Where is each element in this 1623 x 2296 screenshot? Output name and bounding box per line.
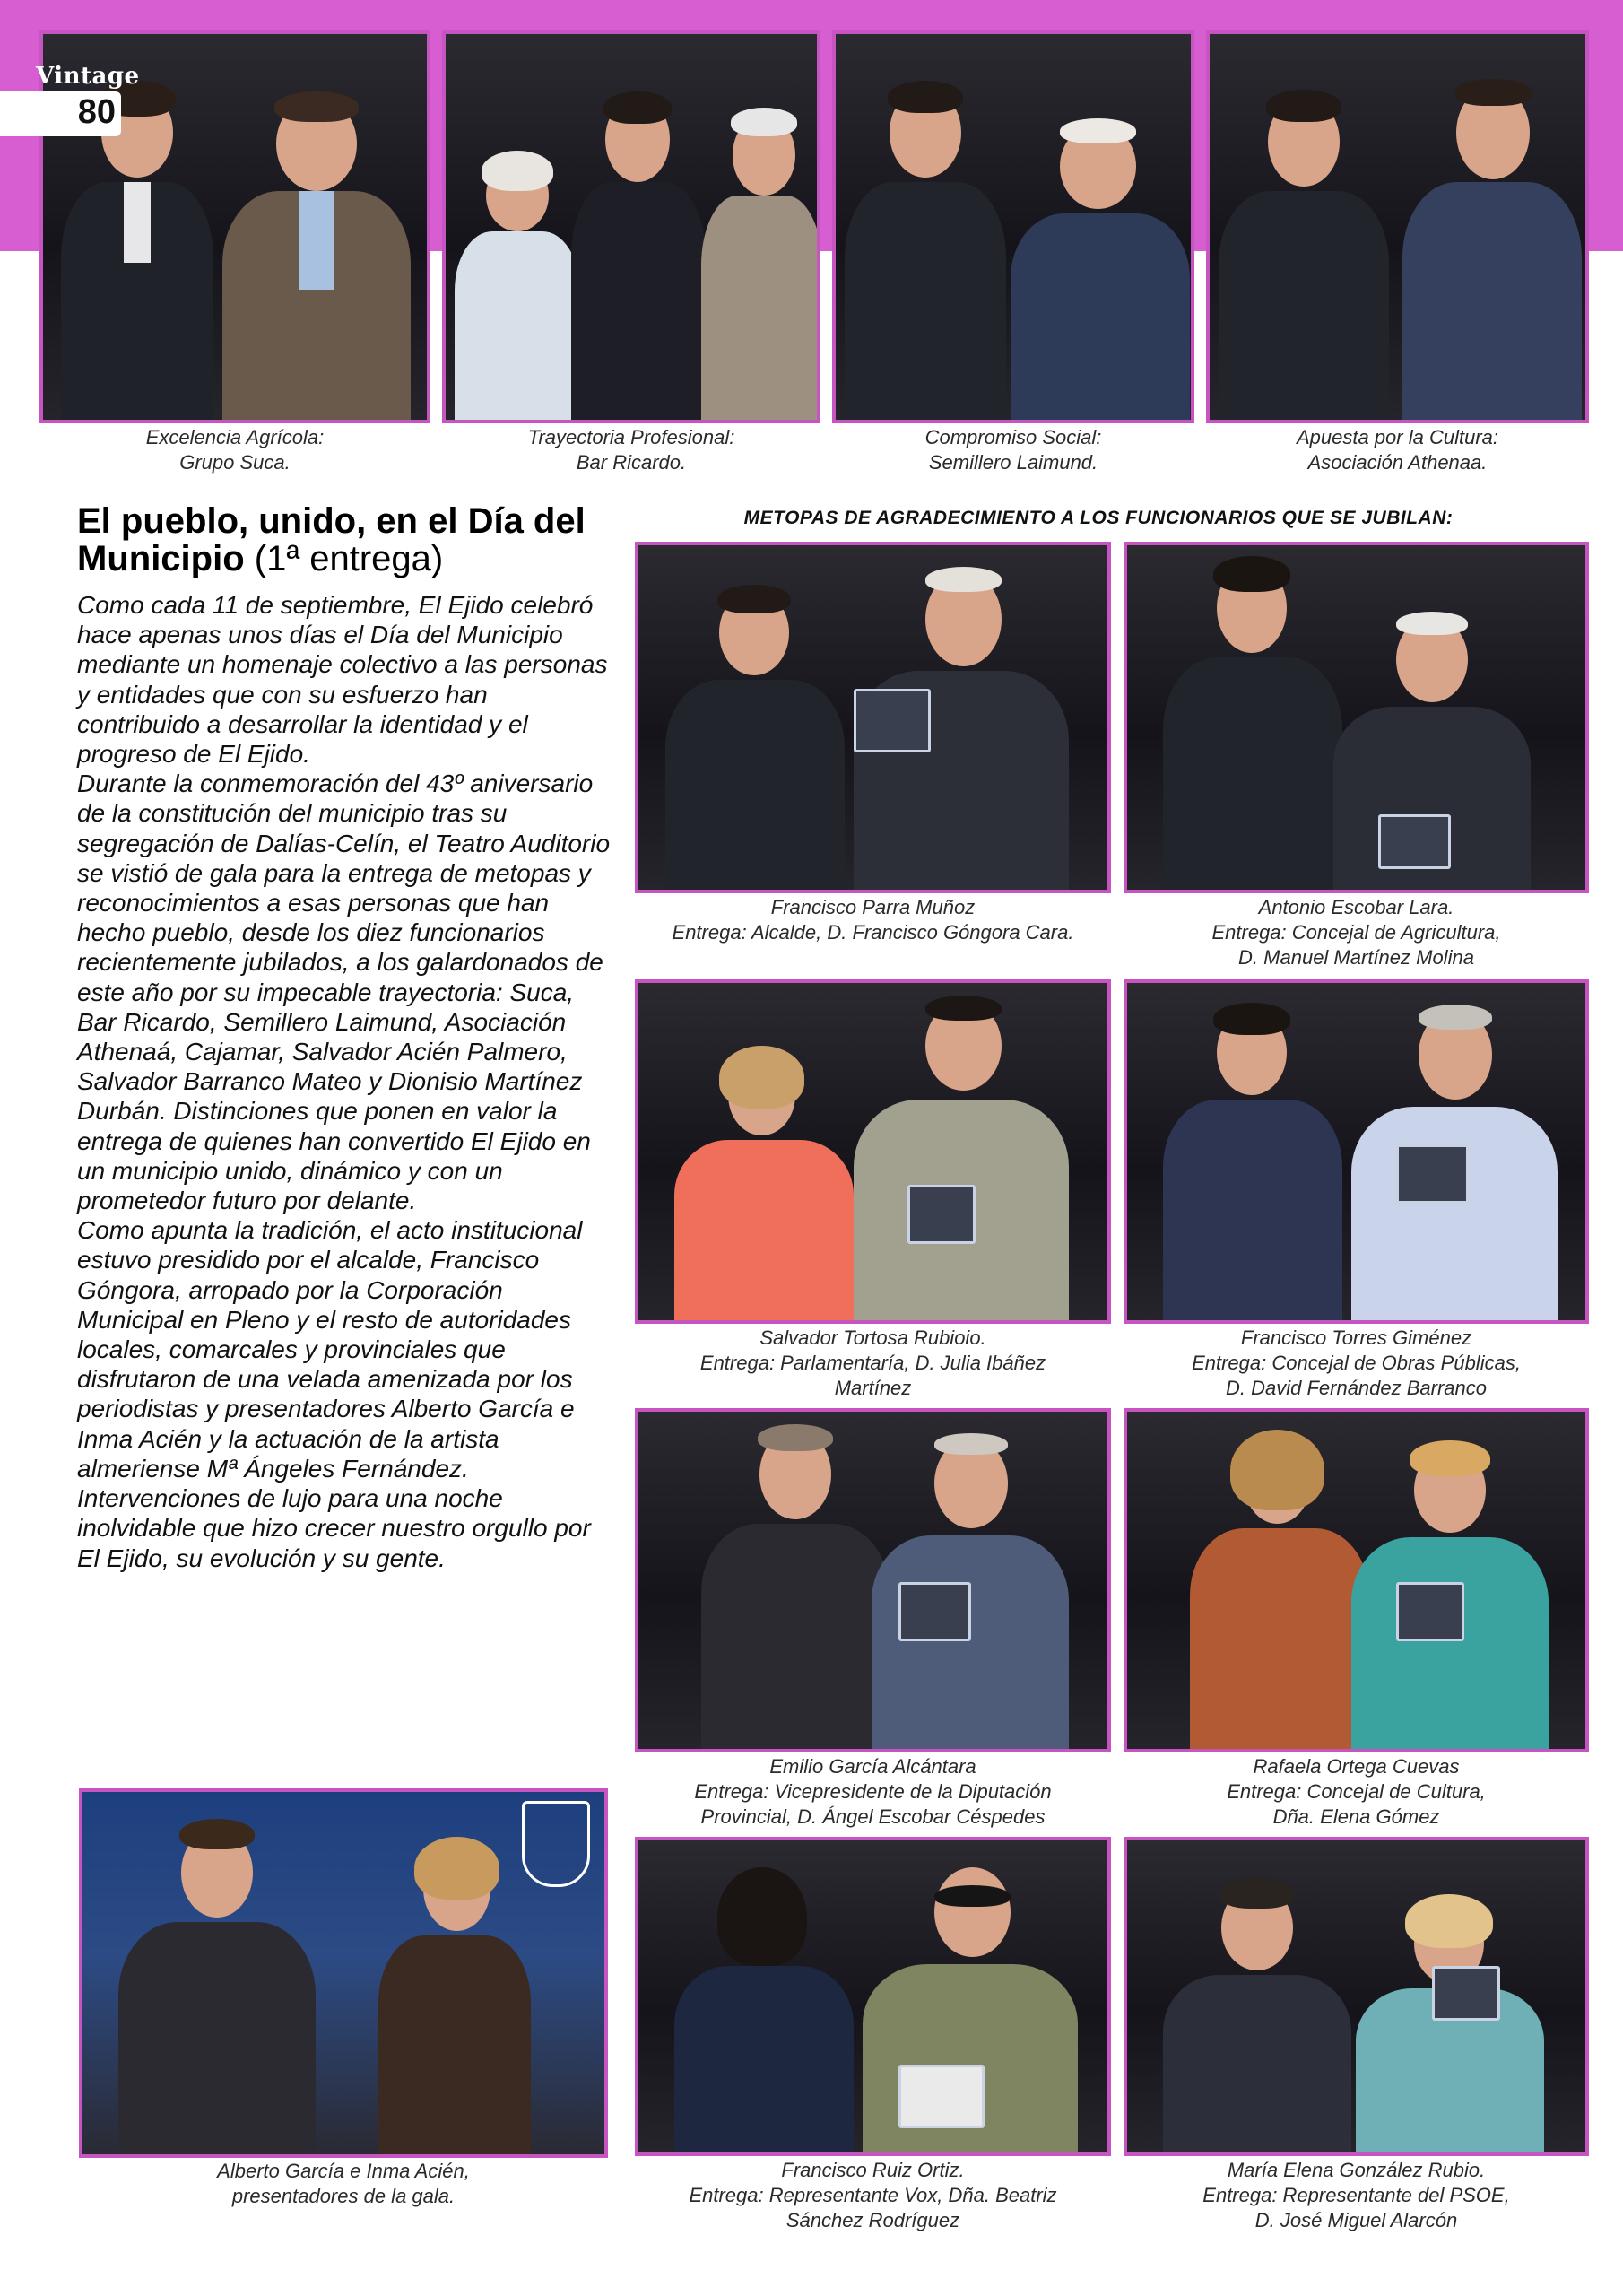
caption-semillero-laimund: Compromiso Social: Semillero Laimund. [924, 426, 1102, 474]
photo-metopa-1 [635, 542, 1111, 893]
photo-metopa-5 [635, 1408, 1111, 1752]
photo-asociacion-athenaa [1206, 30, 1589, 423]
photo-presenters [79, 1788, 608, 2158]
photo-metopa-3 [635, 979, 1111, 1324]
caption-asociacion-athenaa: Apuesta por la Cultura: Asociación Athenaa. [1296, 426, 1499, 474]
caption-metopa-1: Francisco Parra Muñoz Entrega: Alcalde, D. Francisco Góngora Cara. [672, 896, 1074, 944]
caption-metopa-2: Antonio Escobar Lara. Entrega: Concejal de Agricultura, D. Manuel Martínez Molina [1211, 896, 1501, 969]
caption-metopa-7: Francisco Ruiz Ortiz. Entrega: Representante Vox, Dña. Beatriz Sánchez Rodríguez [689, 2159, 1057, 2231]
photo-bar-ricardo [442, 30, 820, 423]
photo-metopa-7 [635, 1837, 1111, 2156]
photo-metopa-4 [1124, 979, 1589, 1324]
caption-presenters: Alberto García e Inma Acién, presentadores de la gala. [217, 2160, 470, 2207]
caption-metopa-8: María Elena González Rubio. Entrega: Representante del PSOE, D. José Miguel Alarcón [1202, 2159, 1510, 2231]
metopas-heading: METOPAS DE AGRADECIMIENTO A LOS FUNCIONARIOS QUE SE JUBILAN: [743, 508, 1454, 528]
section-label: Vintage [36, 63, 140, 90]
article-body [77, 590, 615, 1573]
caption-bar-ricardo: Trayectoria Profesional: Bar Ricardo. [527, 426, 735, 474]
article-paragraph: Como apunta la tradición, el acto institucional estuvo presidido por el alcalde, Francisco Góngora, arropado por la Corporación Municipal en Pleno y el resto de autoridades locales, comarcales y provinciales que disfrutaron de una velada amenizada por los periodistas y presentadores Alberto García e Inma Acién y la actuación de la artista almeriense Mª Ángeles Fernández. Intervenciones de lujo para una noche inolvidable que hizo crecer nuestro orgullo por El Ejido, su evolución y su gente. [77, 1216, 591, 1572]
page-number-tab [0, 63, 140, 138]
caption-metopa-3: Salvador Tortosa Rubioio. Entrega: Parlamentaría, D. Julia Ibáñez Martínez [699, 1326, 1046, 1399]
caption-metopa-6: Rafaela Ortega Cuevas Entrega: Concejal de Cultura, Dña. Elena Gómez [1227, 1755, 1486, 1828]
article-paragraph: Durante la conmemoración del 43º aniversario de la constitución del municipio tras su segregación de Dalías-Celín, el Teatro Auditorio se vistió de gala para la entrega de metopas y reconocimientos a esas personas que han hecho pueblo, desde los diez funcionarios recientemente jubilados, a los galardonados de este año por su impecable trayectoria: Suca, Bar Ricardo, Semillero Laimund, Asociación Athenaá, Cajamar, Salvador Acién Palmero, Salvador Barranco Mateo y Dionisio Martínez Durbán. Distinciones que ponen en valor la entrega de quienes han convertido El Ejido en un municipio unido, dinámico y con un prometedor futuro por delante. [77, 770, 611, 1215]
page-number: 80 [77, 93, 116, 131]
caption-grupo-suca: Excelencia Agrícola: Grupo Suca. [145, 426, 325, 474]
caption-metopa-4: Francisco Torres Giménez Entrega: Concejal de Obras Públicas, D. David Fernández Barranco [1192, 1326, 1521, 1399]
caption-metopa-5: Emilio García Alcántara Entrega: Vicepresidente de la Diputación Provincial, D. Ángel Escobar Céspedes [694, 1755, 1052, 1828]
page-number-box [0, 91, 121, 136]
photo-semillero-laimund [832, 30, 1194, 423]
headline-part: (1ª entrega) [254, 539, 444, 578]
photo-metopa-8 [1124, 1837, 1589, 2156]
article-paragraph: Como cada 11 de septiembre, El Ejido celebró hace apenas unos días el Día del Municipio mediante un homenaje colectivo a las personas y entidades que con su esfuerzo han contribuido a desarrollar la identidad y el progreso de El Ejido. [77, 591, 608, 769]
article-headline [77, 502, 615, 578]
headline-main: El pueblo, unido, en el Día del Municipio [77, 501, 586, 578]
photo-metopa-6 [1124, 1408, 1589, 1752]
photo-metopa-2 [1124, 542, 1589, 893]
